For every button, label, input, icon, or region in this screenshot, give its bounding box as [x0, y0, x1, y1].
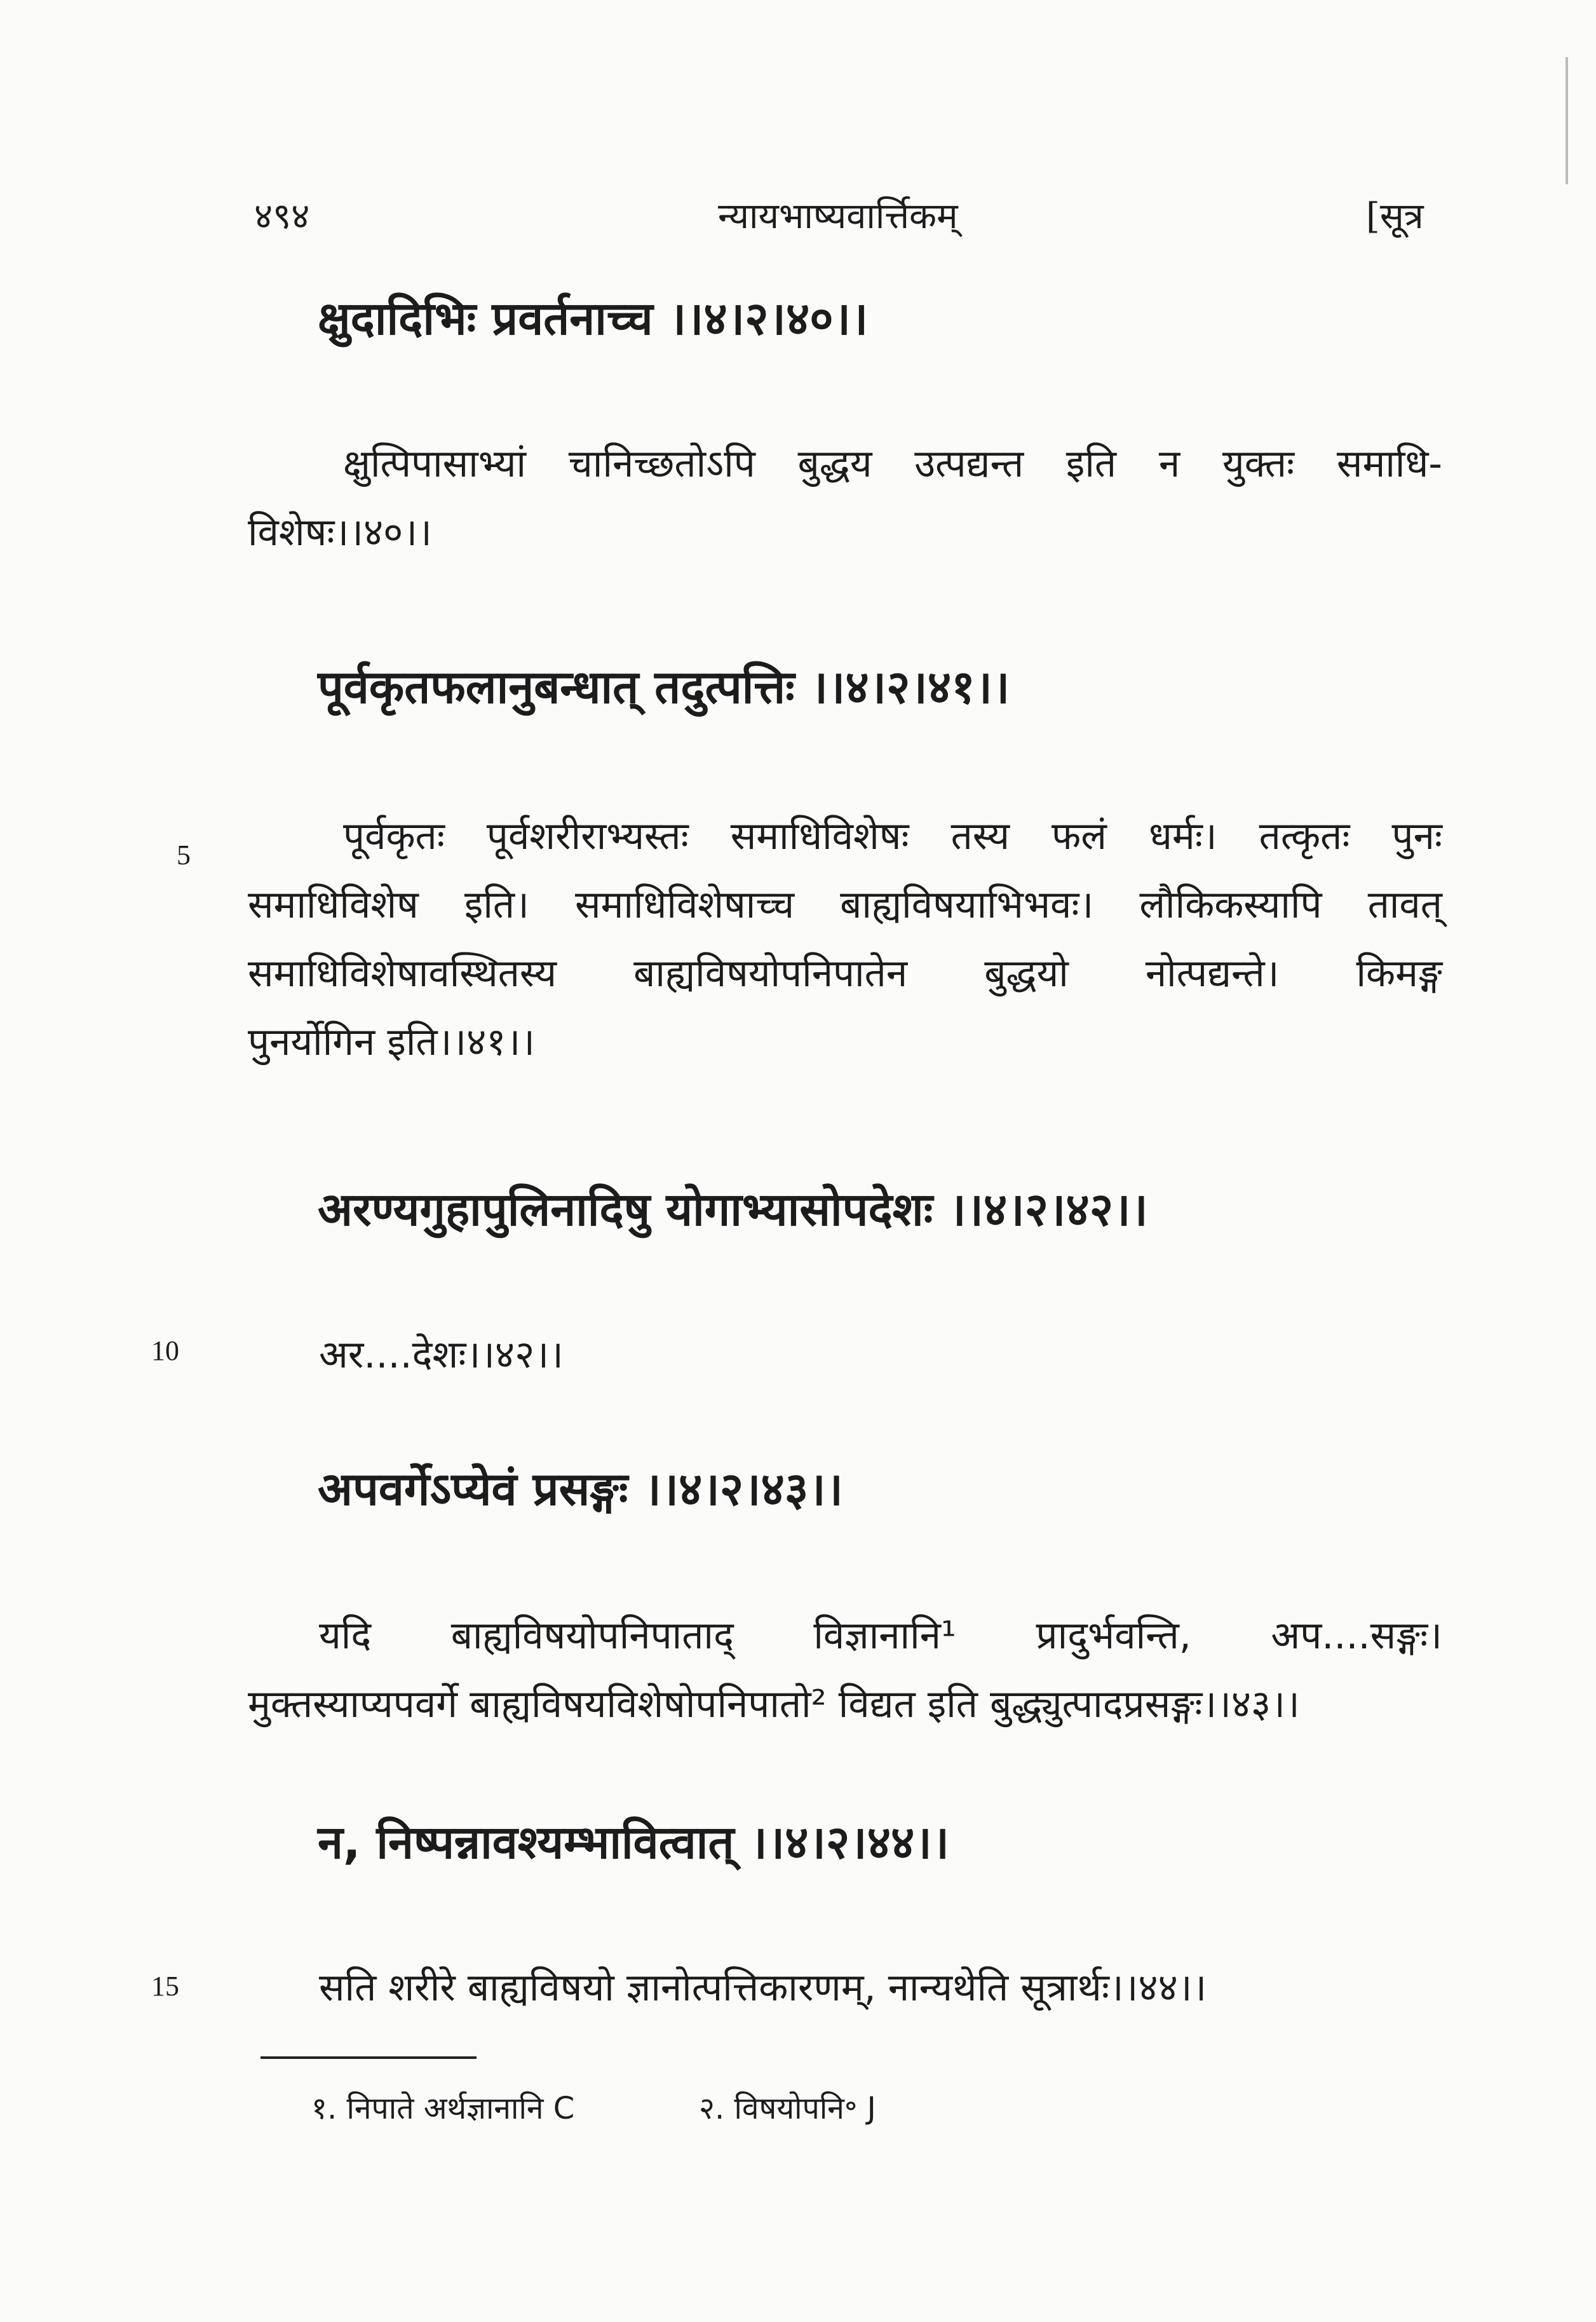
- page-number: ४९४: [254, 196, 310, 237]
- line-number: 5: [177, 839, 191, 871]
- sutra-heading: न, निष्पन्नावश्यम्भावित्वात् ।।४।२।४४।।: [318, 1816, 950, 1869]
- text-line: विशेषः।।४०।।: [248, 510, 432, 555]
- text-line: समाधिविशेषावस्थितस्य बाह्यविषयोपनिपातेन बुद्धयो नोत्पद्यन्ते। किमङ्ग: [248, 951, 1442, 996]
- sutra-heading: अरण्यगुहापुलिनादिषु योगाभ्यासोपदेशः ।।४।२।४२।।: [318, 1183, 1148, 1236]
- sutra-heading: पूर्वकृतफलानुबन्धात् तदुत्पत्तिः ।।४।२।४१।।: [318, 660, 1010, 714]
- sutra-heading: क्षुदादिभिः प्रवर्तनाच्च ।।४।२।४०।।: [318, 292, 869, 345]
- section-label: [सूत्र: [1366, 196, 1424, 237]
- text-line: मुक्तस्याप्यपवर्गे बाह्यविषयविशेषोपनिपातो² विद्यत इति बुद्ध्युत्पादप्रसङ्गः।।४३।।: [248, 1682, 1300, 1727]
- text-line: पुनर्योगिन इति।।४१।।: [248, 1020, 535, 1064]
- commentary-paragraph: [248, 430, 1442, 567]
- commentary-paragraph: [248, 1321, 1513, 1389]
- commentary-paragraph: [248, 802, 1442, 1076]
- text-line: सति शरीरे बाह्यविषयो ज्ञानोत्पत्तिकारणम्, नान्यथेति सूत्रार्थः।।४४।।: [319, 1966, 1207, 2010]
- footnote: १. निपाते अर्थज्ञानानि C: [311, 2091, 575, 2126]
- footnote-rule: [260, 2056, 477, 2059]
- page-edge-mark: [1566, 57, 1568, 184]
- commentary-paragraph: [248, 1953, 1513, 2022]
- text-line: अर....देशः।।४२।।: [319, 1333, 564, 1377]
- text-line: पूर्वकृतः पूर्वशरीराभ्यस्तः समाधिविशेषः तस्य फलं धर्मः। तत्कृतः पुनः: [343, 814, 1442, 859]
- text-line: क्षुत्पिपासाभ्यां चानिच्छतोऽपि बुद्धय उत्पद्यन्त इति न युक्तः समाधि-: [343, 442, 1442, 486]
- sutra-heading: अपवर्गेऽप्येवं प्रसङ्गः ।।४।२।४३।।: [318, 1462, 843, 1516]
- running-title: न्यायभाष्यवार्त्तिकम्: [718, 196, 958, 237]
- line-number: 10: [151, 1335, 179, 1366]
- text-line: समाधिविशेष इति। समाधिविशेषाच्च बाह्यविषयाभिभवः। लौकिकस्यापि तावत्: [248, 883, 1442, 927]
- footnote: २. विषयोपनि॰ J: [699, 2091, 876, 2126]
- line-number: 15: [151, 1971, 179, 2002]
- commentary-paragraph: [248, 1601, 1442, 1739]
- text-line: यदि बाह्यविषयोपनिपाताद् विज्ञानानि¹ प्रादुर्भवन्ति, अप....सङ्गः।: [319, 1613, 1442, 1658]
